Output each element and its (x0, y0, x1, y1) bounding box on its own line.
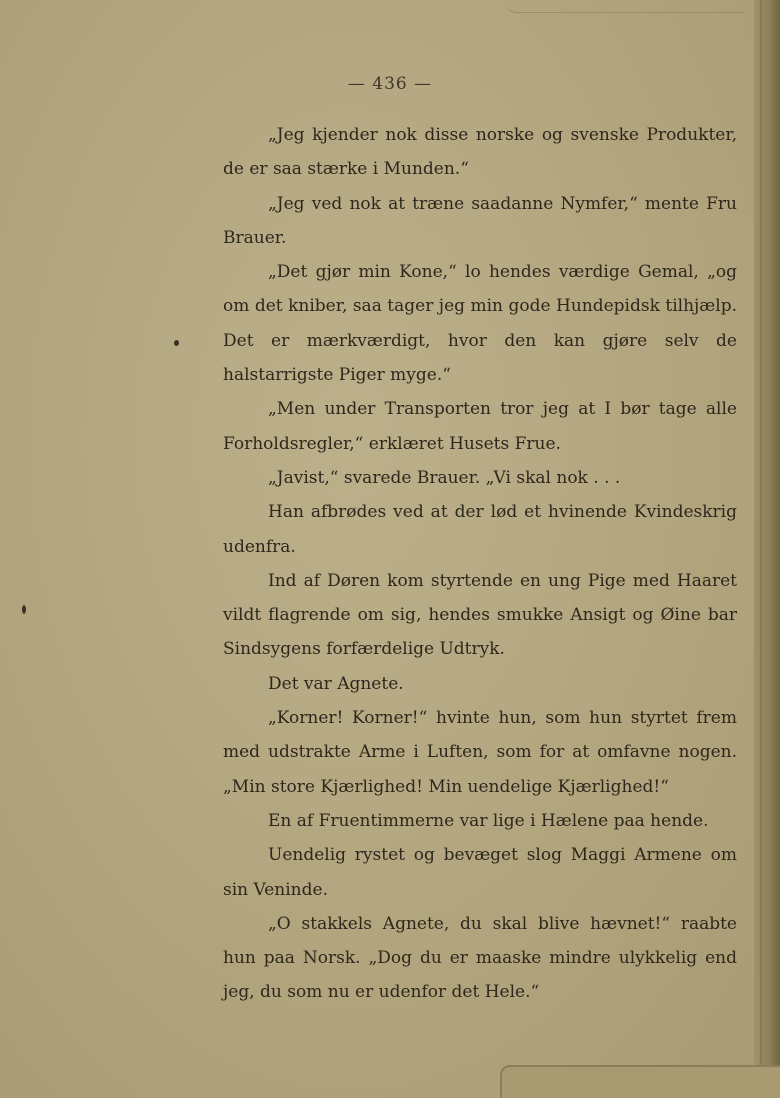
paragraph: „Det gjør min Kone,“ lo hendes værdige Gemal, „og om det kniber, saa tager jeg min gode Hundepidsk tilhjælp. Det er mærkværdigt, hvor den kan gjøre selv de halstarrigste Piger myge.“ (223, 262, 737, 386)
paragraph: „Jeg ved nok at træne saadanne Nymfer,“ mente Fru Brauer. (223, 193, 737, 248)
page-fold-top (505, 0, 745, 13)
paragraph: Det var Agnete. (268, 673, 404, 694)
paragraph: „Javist,“ svarede Brauer. „Vi skal nok . . . (268, 467, 621, 488)
ink-spot (174, 340, 179, 346)
page-number: — 436 — (347, 74, 433, 94)
paragraph: „O stakkels Agnete, du skal blive hævnet!“ raabte hun paa Norsk. „Dog du er maaske mindre ulykkelig end jeg, du som nu er udenfor det Hele.“ (223, 913, 737, 1003)
ink-spot (22, 605, 26, 614)
page-fold-bottom (500, 1065, 780, 1098)
page-edge (754, 0, 780, 1098)
paragraph: Ind af Døren kom styrtende en ung Pige med Haaret vildt flagrende om sig, hendes smukke Ansigt og Øine bar Sindsygens forfærdelige Udtryk. (223, 570, 737, 660)
body-text (223, 118, 737, 1010)
paragraph: Han afbrødes ved at der lød et hvinende Kvindeskrig udenfra. (223, 502, 737, 557)
paragraph: „Men under Transporten tror jeg at I bør tage alle Forholdsregler,“ erklæret Husets Frue. (223, 399, 737, 454)
paragraph: En af Fruentimmerne var lige i Hælene paa hende. (268, 810, 709, 831)
paragraph: Uendelig rystet og bevæget slog Maggi Armene om sin Veninde. (223, 845, 737, 900)
paragraph: „Korner! Korner!“ hvinte hun, som hun styrtet frem med udstrakte Arme i Luften, som for at omfavne nogen. „Min store Kjærlighed! Min uendelige Kjærlighed!“ (223, 708, 737, 797)
page-edge-line (760, 0, 762, 1098)
paragraph: „Jeg kjender nok disse norske og svenske Produkter, de er saa stærke i Munden.“ (223, 125, 737, 180)
